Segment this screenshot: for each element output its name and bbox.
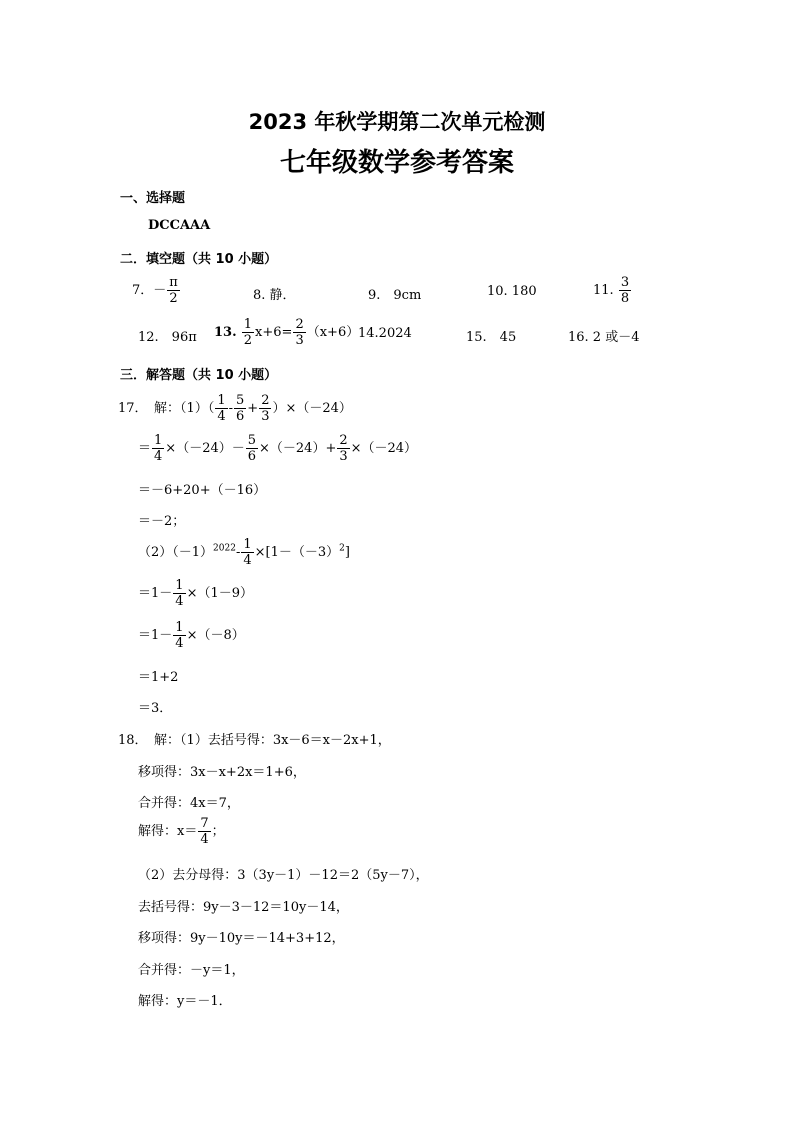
q17-l5-text-d: ] [344, 545, 350, 560]
q13-f1-denominator: 2 [243, 333, 253, 348]
answer-q7 [132, 276, 181, 305]
answer-q14: 14.2024 [358, 326, 412, 341]
q17-l2-text-a: ＝ [138, 441, 152, 456]
q17-l2-text-c: ×（－24）+ [259, 441, 337, 456]
q18-l4-text-a: 解得：x＝ [138, 824, 198, 839]
q11-numerator: 3 [620, 275, 630, 290]
q11-fraction [619, 276, 631, 305]
q17-l2-f3-denominator: 3 [339, 449, 348, 464]
q18-line-2: 移项得：3x－x+2x＝1+6， [138, 765, 306, 780]
q17-l1-frac-2 [234, 394, 246, 423]
q17-line-4: ＝－2； [138, 514, 186, 529]
q17-l1-text-b: - [228, 401, 234, 416]
q17-l2-f3-numerator: 2 [339, 433, 348, 448]
q17-l2-text-b: ×（－24）－ [165, 441, 245, 456]
answer-q11 [593, 276, 632, 305]
section-solutions-heading: 三．解答题（共 10 小题） [120, 368, 278, 383]
q7-numerator: π [169, 275, 178, 290]
q13-middle: x+6= [255, 325, 293, 340]
q17-l6-denominator: 4 [175, 594, 184, 609]
q17-l7-text-b: ×（－8） [186, 628, 245, 643]
q18-l4-frac [198, 817, 210, 846]
q13-f2-numerator: 2 [295, 317, 304, 332]
q17-l5-text-c: ×[1－（－3） [254, 545, 340, 560]
q17-l1-f2-numerator: 5 [236, 393, 245, 408]
q17-line-9: ＝3． [138, 701, 173, 716]
q17-line-5 [138, 538, 350, 567]
q18-l4-text-b: ； [211, 824, 225, 839]
q17-l1-text-c: + [247, 401, 259, 416]
q17-l5-frac [241, 538, 253, 567]
q18-line-8: 合并得：－y＝1， [138, 963, 245, 978]
q17-l2-text-d: ×（－24） [350, 441, 418, 456]
answer-q16: 16. 2 或－4 [568, 330, 640, 345]
q17-l1-text-a: 17． 解：（1）（ [118, 401, 215, 416]
answer-q9: 9. 9cm [368, 288, 422, 303]
q17-line-7 [138, 621, 245, 650]
q17-line-6 [138, 579, 253, 608]
q17-l2-f2-denominator: 6 [247, 449, 257, 464]
section-fill-blank-heading: 二．填空题（共 10 小题） [120, 252, 278, 267]
q13-end: （x+6） [306, 325, 360, 340]
q17-l2-f1-denominator: 4 [154, 449, 163, 464]
q17-l5-exponent: 2022 [213, 543, 236, 554]
q17-l2-f2-numerator: 5 [247, 433, 257, 448]
q7-label: 7． [132, 283, 154, 298]
q17-l1-frac-3 [259, 394, 271, 423]
q17-l6-numerator: 1 [175, 578, 184, 593]
q17-l7-denominator: 4 [175, 636, 184, 651]
q18-l4-denominator: 4 [200, 832, 209, 847]
q18-line-9: 解得：y＝－1． [138, 994, 232, 1009]
q17-l2-frac-2 [246, 434, 258, 463]
q17-l1-frac-1 [215, 394, 227, 423]
q18-line-7: 移项得：9y－10y＝－14+3+12， [138, 931, 345, 946]
q17-l7-frac [173, 621, 185, 650]
q17-line-8: ＝1+2 [138, 670, 179, 685]
answer-q10: 10. 180 [487, 284, 537, 299]
q17-l6-text-a: ＝1－ [138, 586, 173, 601]
q17-l1-f2-denominator: 6 [236, 409, 245, 424]
q17-l5-text-a: （2）（－1） [138, 545, 214, 560]
q18-line-5: （2）去分母得：3（3y－1）－12＝2（5y－7）， [138, 868, 429, 883]
q17-l5-denominator: 4 [243, 553, 252, 568]
q7-sign: － [153, 283, 167, 298]
answer-q8: 8. 静． [253, 288, 296, 303]
q18-line-6: 去括号得：9y－3－12＝10y－14， [138, 900, 349, 915]
answer-key-subtitle: 七年级数学参考答案 [279, 148, 514, 178]
q17-l2-frac-3 [337, 434, 349, 463]
q17-l2-f1-numerator: 1 [154, 433, 163, 448]
q7-fraction [167, 276, 180, 305]
q13-f1-numerator: 1 [243, 317, 253, 332]
exam-title: 2023 年秋学期第二次单元检测 [248, 110, 546, 134]
q13-label: 13. [214, 325, 237, 340]
q7-denominator: 2 [169, 291, 178, 306]
answer-q13 [214, 318, 359, 347]
q17-l1-f3-numerator: 2 [261, 393, 270, 408]
q17-l2-frac-1 [152, 434, 164, 463]
answer-q12: 12. 96π [138, 330, 197, 345]
q17-l5-exponent-2: 2 [339, 543, 345, 554]
q18-line-1: 18． 解：（1）去括号得：3x－6＝x－2x+1， [118, 733, 391, 748]
q17-l6-frac [173, 579, 185, 608]
q17-l5-numerator: 1 [243, 537, 252, 552]
q11-denominator: 8 [620, 291, 630, 306]
q17-l7-text-a: ＝1－ [138, 628, 173, 643]
q18-line-4 [138, 817, 225, 846]
q13-fraction-2 [293, 318, 305, 347]
q11-label: 11. [593, 283, 614, 298]
q17-l6-text-b: ×（1－9） [186, 586, 253, 601]
q17-l1-f1-numerator: 1 [217, 393, 226, 408]
q17-line-2 [138, 434, 417, 463]
answer-q15: 15. 45 [466, 330, 517, 345]
q17-l1-f1-denominator: 4 [217, 409, 226, 424]
section-multiple-choice-heading: 一、选择题 [120, 191, 186, 206]
q17-l5-text-b: - [235, 545, 241, 560]
q13-fraction-1 [242, 318, 254, 347]
q17-line-3: ＝－6+20+（－16） [138, 483, 267, 498]
q17-l7-numerator: 1 [175, 620, 184, 635]
q18-line-3: 合并得：4x＝7， [138, 796, 240, 811]
q17-line-1 [118, 394, 352, 423]
q13-f2-denominator: 3 [295, 333, 304, 348]
q17-l1-text-d: ）×（－24） [272, 401, 352, 416]
q17-l1-f3-denominator: 3 [261, 409, 270, 424]
q18-l4-numerator: 7 [200, 816, 209, 831]
multiple-choice-answers: DCCAAA [148, 218, 211, 233]
